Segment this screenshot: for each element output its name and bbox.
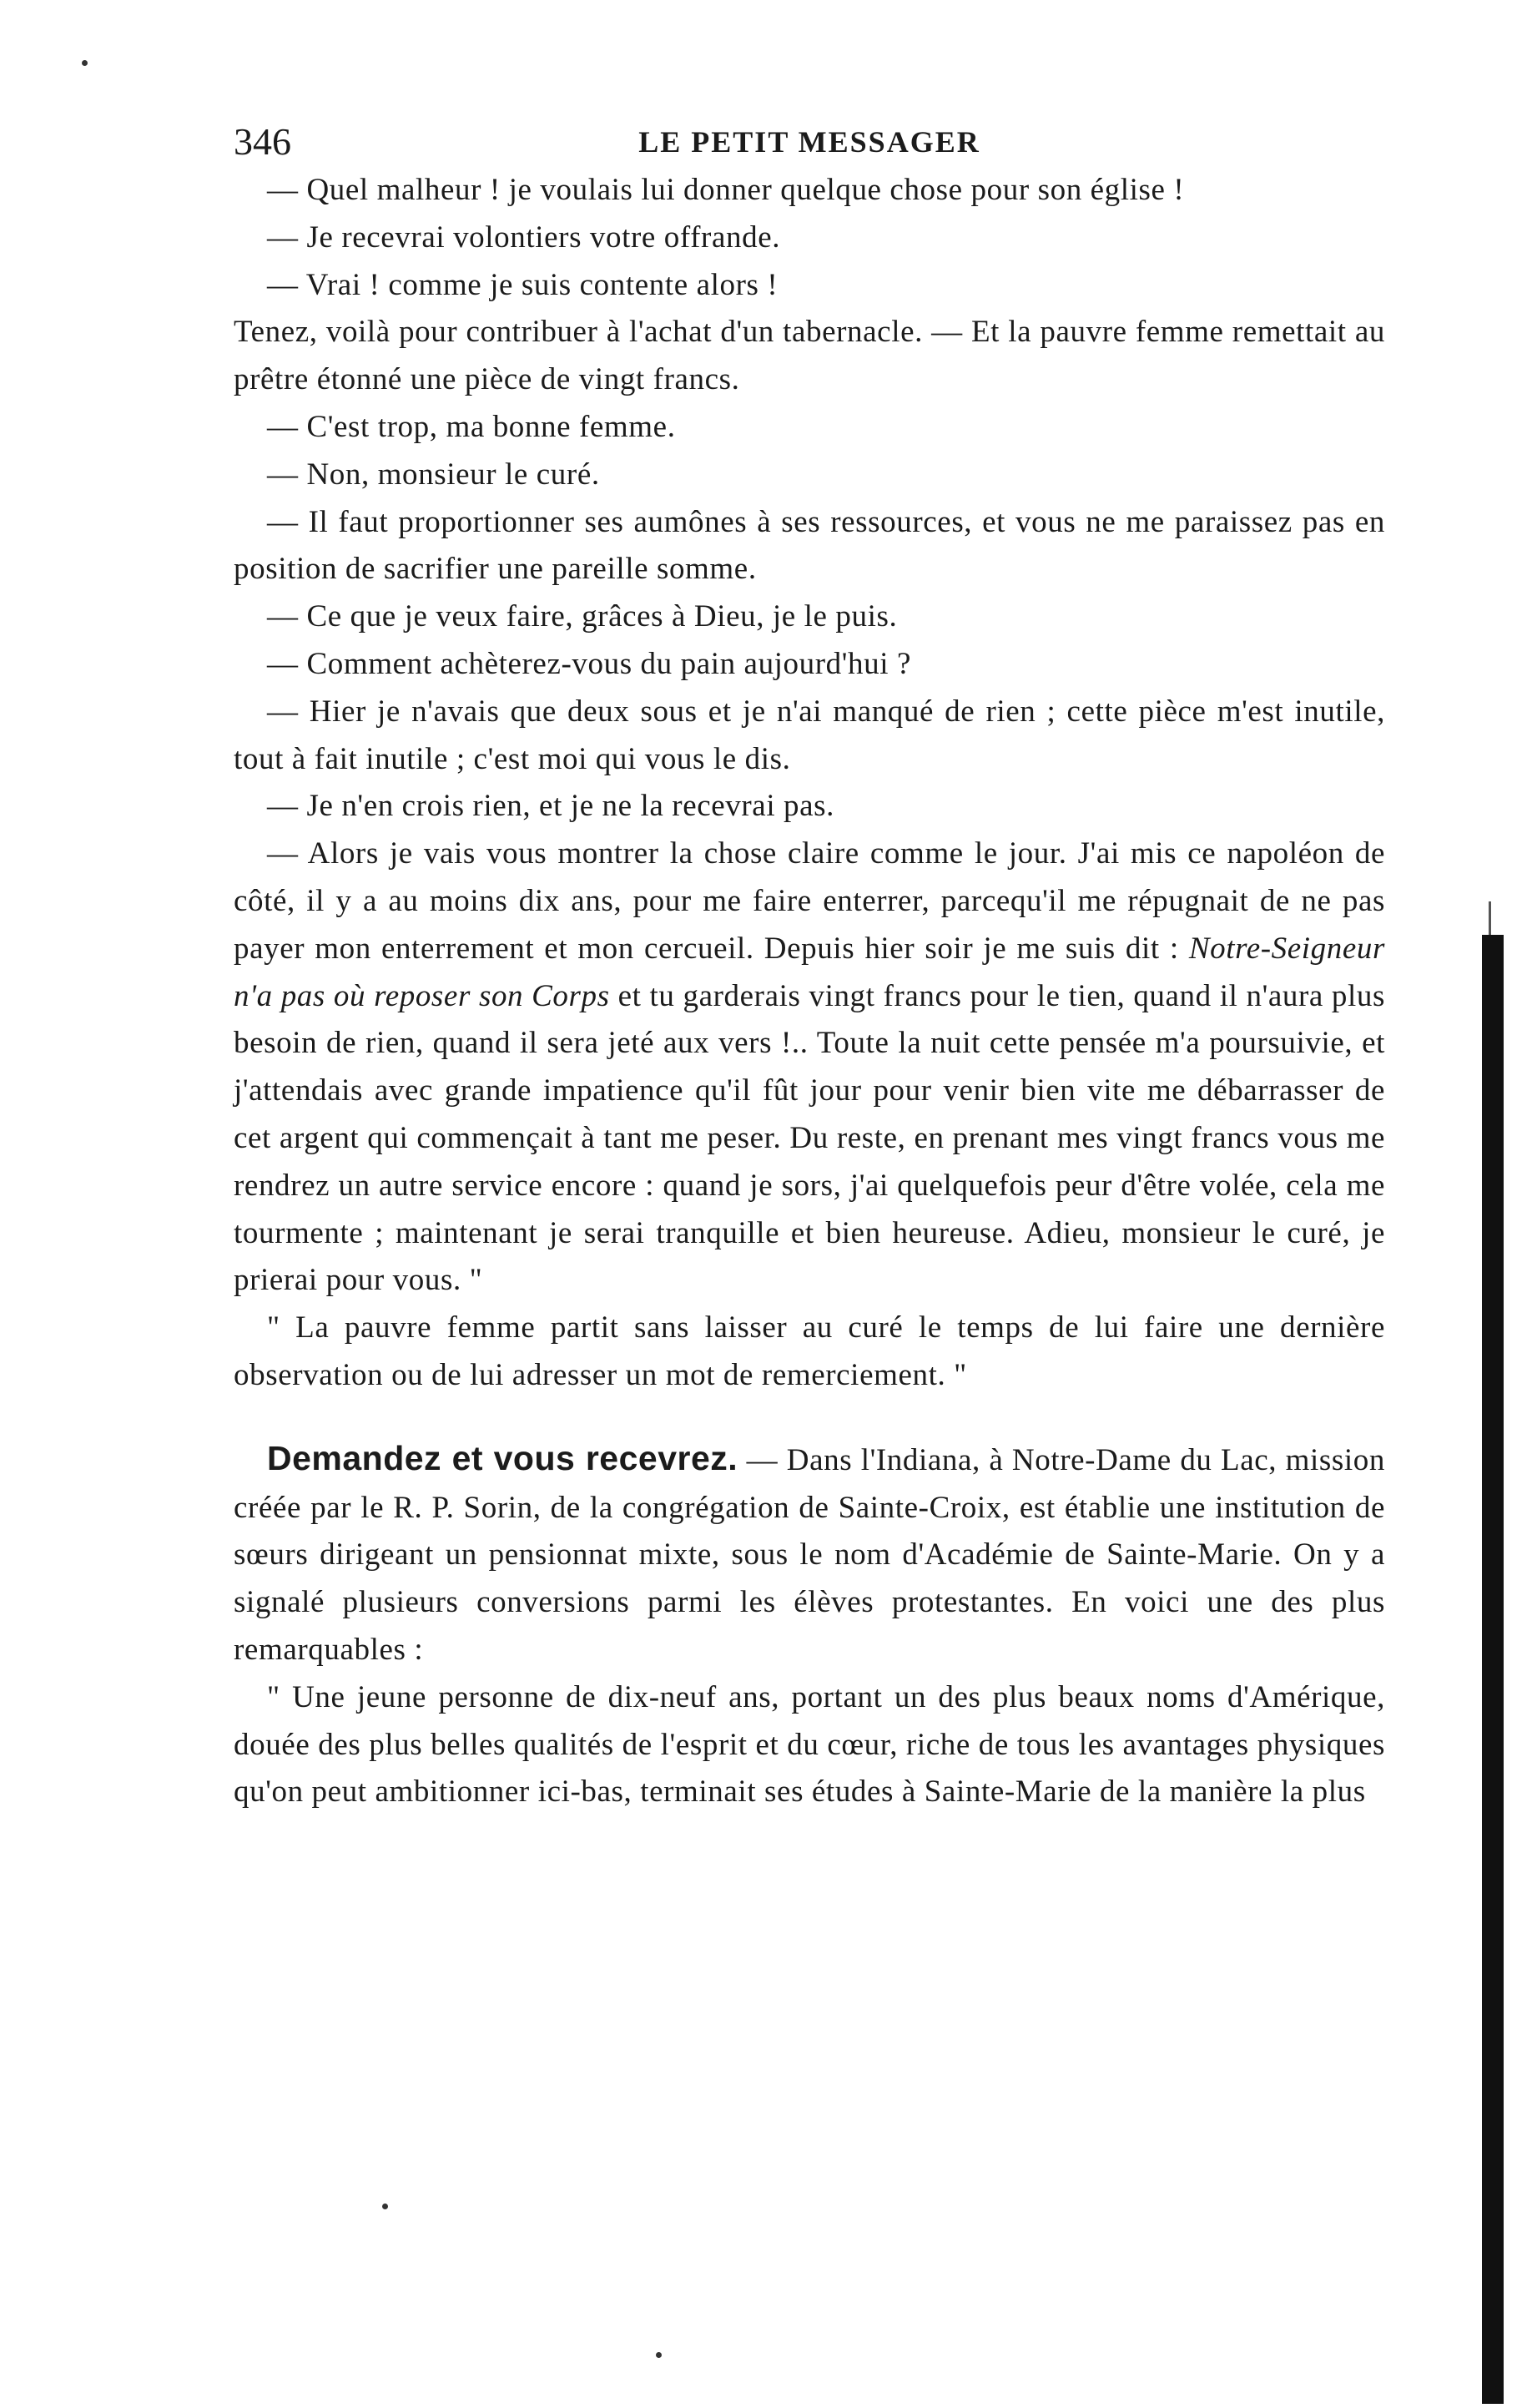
page-number: 346 bbox=[234, 120, 291, 163]
paragraph: — C'est trop, ma bonne femme. bbox=[267, 409, 676, 444]
page-body bbox=[234, 167, 1385, 1400]
paragraph: — Il faut proportionner ses aumônes à ses ressources, et vous ne me paraissez pas en position de sacrifier une pareille somme. bbox=[234, 504, 1385, 587]
scan-speck bbox=[656, 2352, 662, 2358]
running-title: LE PETIT MESSAGER bbox=[638, 125, 980, 159]
paragraph: Tenez, voilà pour contribuer à l'achat d'un tabernacle. — Et la pauvre femme remettait au prêtre étonné une pièce de vingt francs. bbox=[234, 315, 1385, 397]
long-paragraph-text-end: et tu garderais vingt francs pour le tien, quand il n'aura plus besoin de rien, quand il sera jeté aux vers !.. Toute la nuit cette pensée m'a poursuivie, et j'attendais avec grande impatience qu'il fût jour pour venir bien vite me débarrasser de cet argent qui commençait à tant me peser. Du reste, en prenant mes vingt francs vous me rendrez un autre service encore : quand je sors, j'ai quelquefois peur d'être volée, cela me tourmente ; maintenant je serai tranquille et bien heureuse. Adieu, monsieur le curé, je prierai pour vous. " bbox=[234, 978, 1385, 1298]
closing-paragraph: " La pauvre femme partit sans laisser au curé le temps de lui faire une dernière observation ou de lui adresser un mot de remerciement. " bbox=[234, 1310, 1385, 1392]
paragraph: — Ce que je veux faire, grâces à Dieu, je le puis. bbox=[267, 599, 898, 634]
page-header bbox=[234, 117, 1385, 167]
long-paragraph bbox=[234, 830, 1385, 1305]
paragraph: — Quel malheur ! je voulais lui donner quelque chose pour son église ! bbox=[267, 173, 1185, 207]
paragraph: — Je recevrai volontiers votre offrande. bbox=[267, 220, 781, 255]
page bbox=[234, 117, 1385, 1816]
scan-speck bbox=[382, 2204, 388, 2209]
paragraph: — Je n'en crois rien, et je ne la recevrai pas. bbox=[267, 789, 835, 824]
scan-speck bbox=[82, 60, 88, 66]
section bbox=[234, 1435, 1385, 1816]
section-intro-text: — Dans l'Indiana, à Notre-Dame du Lac, mission créée par le R. P. Sorin, de la congrégation de Sainte-Croix, est établie une institution de sœurs dirigeant un pensionnat mixte, sous le nom d'Académie de Sainte-Marie. On y a signalé plusieurs conversions parmi les élèves protestantes. En voici une des plus remarquables : bbox=[234, 1442, 1385, 1667]
scan-edge-shadow bbox=[1482, 935, 1504, 2404]
paragraph: — Vrai ! comme je suis contente alors ! bbox=[267, 267, 779, 302]
long-paragraph-text-start: — Alors je vais vous montrer la chose claire comme le jour. J'ai mis ce napoléon de côté, il y a au moins dix ans, pour me faire enterrer, parcequ'il me répugnait de ne pas payer mon enterrement et mon cercueil. Depuis hier soir je me suis dit : bbox=[234, 836, 1385, 966]
paragraph: — Hier je n'avais que deux sous et je n'ai manqué de rien ; cette pièce m'est inutile, tout à fait inutile ; c'est moi qui vous le dis. bbox=[234, 694, 1385, 776]
italic-quotation: Notre-Seigneur n'a pas où reposer son Corps bbox=[234, 931, 1385, 1013]
paragraph: — Non, monsieur le curé. bbox=[267, 457, 600, 492]
section-quote-paragraph: " Une jeune personne de dix-neuf ans, portant un des plus beaux noms d'Amérique, douée des plus belles qualités de l'esprit et du cœur, riche de tous les avantages physiques qu'on peut ambitionner ici-bas, terminait ses études à Sainte-Marie de la manière la plus bbox=[234, 1679, 1385, 1810]
section-intro-paragraph bbox=[234, 1435, 1385, 1674]
section-title: Demandez et vous recevrez. bbox=[267, 1438, 738, 1477]
paragraph: — Comment achèterez-vous du pain aujourd'hui ? bbox=[267, 646, 911, 681]
